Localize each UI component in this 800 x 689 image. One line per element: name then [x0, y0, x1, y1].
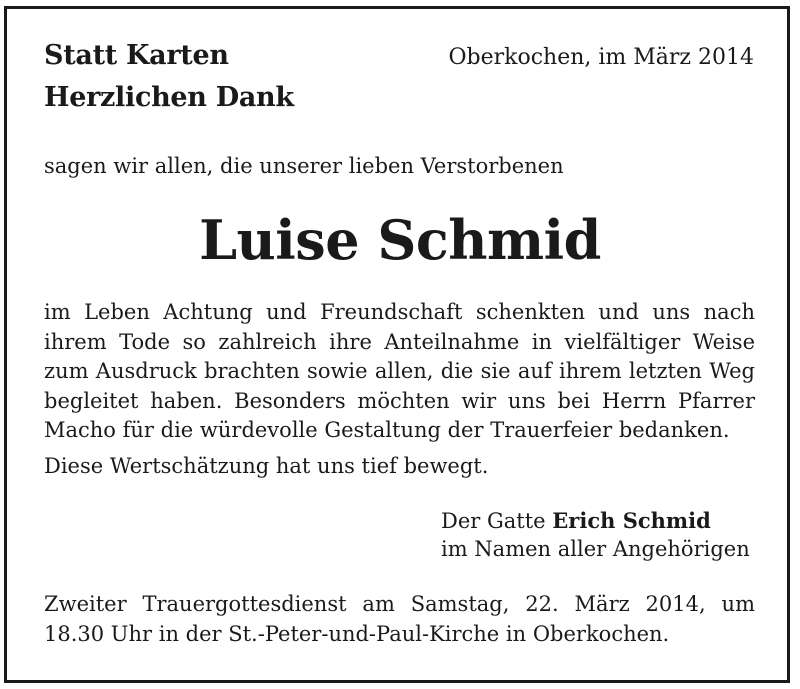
signature-name: Erich Schmid	[552, 508, 711, 533]
footer-paragraph: Zweiter Trauergottesdienst am Samstag, 22. März 2014, um 18.30 Uhr in der St.-Peter-und-Paul-Kirche in Oberkochen.	[44, 592, 755, 646]
signature-line-2: im Namen aller Angehörigen	[441, 537, 750, 561]
place-date: Oberkochen, im März 2014	[448, 45, 754, 70]
heading-statt-karten: Statt Karten	[44, 40, 229, 71]
body-paragraph: im Leben Achtung und Freundschaft schenkten und uns nach ihrem Tode so zahlreich ihre Anteilnahme in vielfältiger Weise zum Ausdruck brachten sowie allen, die sie auf ihrem letzten Weg begleitet haben. Besonders möchten wir uns bei Herrn Pfarrer Macho für die würdevolle Gestaltung der Trauerfeier bedanken.	[44, 300, 755, 442]
signature-prefix: Der Gatte	[441, 509, 546, 533]
closing-line: Diese Wertschätzung hat uns tief bewegt.	[44, 454, 489, 478]
deceased-name: Luise Schmid	[199, 208, 601, 272]
signature-line-1	[441, 506, 711, 536]
intro-text: sagen wir allen, die unserer lieben Verstorbenen	[44, 154, 564, 178]
heading-herzlichen-dank: Herzlichen Dank	[44, 82, 294, 113]
